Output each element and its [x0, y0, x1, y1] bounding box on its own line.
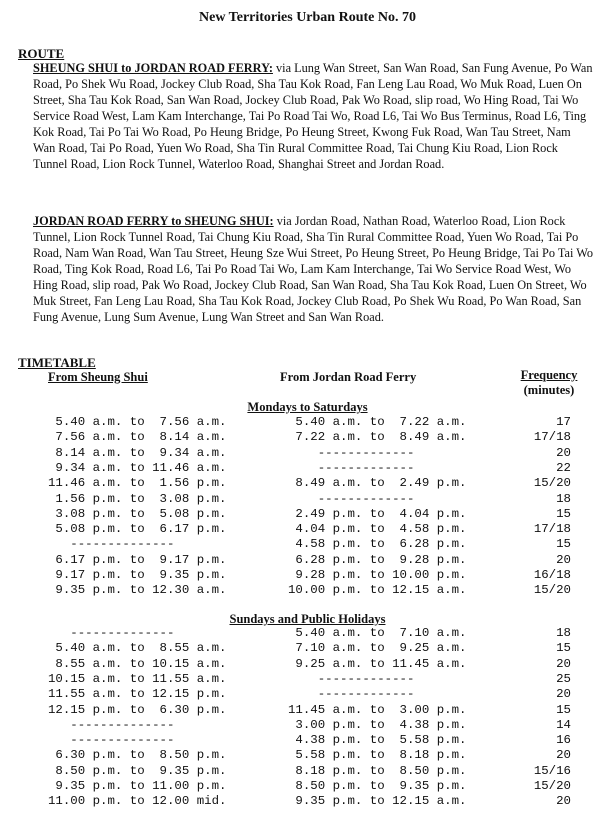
timetable-row	[0, 733, 615, 748]
departure-from-sheung-shui: --------------	[48, 626, 175, 640]
departure-from-sheung-shui: 11.55 a.m. to 12.15 p.m.	[48, 687, 227, 702]
frequency-value: 16	[556, 733, 571, 748]
route-inbound-direction: JORDAN ROAD FERRY to SHEUNG SHUI:	[33, 214, 274, 228]
timetable-row	[0, 430, 615, 445]
weekday-heading: Mondays to Saturdays	[247, 400, 368, 414]
frequency-value: 15/16	[533, 763, 571, 778]
departure-from-jordan-road-ferry: 9.25 a.m. to 11.45 a.m.	[288, 656, 467, 671]
frequency-value: 17	[556, 415, 571, 429]
route-heading: ROUTE	[18, 46, 65, 61]
departure-from-jordan-road-ferry: 10.00 p.m. to 12.15 a.m.	[288, 583, 467, 598]
frequency-value: 20	[556, 552, 571, 567]
timetable-row	[0, 583, 615, 598]
departure-from-sheung-shui: 10.15 a.m. to 11.55 a.m.	[48, 671, 227, 686]
departure-from-jordan-road-ferry: 5.58 p.m. to 8.18 p.m.	[288, 748, 467, 763]
frequency-value: 15/20	[533, 583, 571, 598]
timetable-row	[0, 476, 615, 491]
frequency-value: 22	[556, 460, 571, 475]
departure-from-jordan-road-ferry: 5.40 a.m. to 7.22 a.m.	[288, 415, 467, 429]
column-header-from-jordan-road-ferry: From Jordan Road Ferry	[280, 370, 417, 384]
departure-from-jordan-road-ferry: 3.00 p.m. to 4.38 p.m.	[288, 717, 467, 732]
departure-from-sheung-shui: 9.35 p.m. to 11.00 p.m.	[48, 779, 227, 793]
departure-from-sheung-shui: 12.15 p.m. to 6.30 p.m.	[48, 702, 227, 717]
route-inbound-description: via Jordan Road, Nathan Road, Waterloo Road, Lion Rock Tunnel, Lion Rock Tunnel Road, Tai Chung Kiu Road, Sha Tin Rural Committee Road, Yuen Wo Road, Tai Po Road, Nam Wan Road, Wan Tau Street, Heung Sze Wui Street, Po Heung Street, Po Heung Bridge, Tai Po Tai Wo Road, Ting Kok Road, Road L6, Tai Po Road Tai Wo, Lam Kam Interchange, Tai Wo Service Road West, Wo Hing Road, slip road, Pak Wo Road, Jockey Club Road, San Wan Road, Sha Tau Kok Road, Luen On Street, Wo Muk Street, Fan Leng Lau Road, Sha Tau Kok Road, Jockey Club Road, Po Shek Wu Road, Po Wan Road, San Fung Avenue, Lung Sum Avenue, Lung Wan Street and San Wan Road.	[33, 214, 593, 324]
frequency-value: 15	[556, 641, 571, 656]
timetable-heading: TIMETABLE	[18, 355, 96, 370]
frequency-value: 15	[556, 702, 571, 717]
departure-from-sheung-shui: 8.50 p.m. to 9.35 p.m.	[48, 763, 227, 778]
timetable-row	[0, 657, 615, 672]
frequency-value: 18	[556, 626, 571, 640]
timetable-row	[0, 553, 615, 568]
frequency-value: 14	[556, 717, 571, 732]
timetable-row	[0, 507, 615, 522]
frequency-label: Frequency	[520, 368, 578, 382]
departure-from-jordan-road-ferry: 4.04 p.m. to 4.58 p.m.	[288, 522, 467, 537]
timetable-row	[0, 779, 615, 794]
column-header-frequency	[519, 368, 579, 398]
frequency-value: 15	[556, 537, 571, 552]
timetable-row	[0, 764, 615, 779]
frequency-value: 17/18	[533, 430, 571, 445]
holiday-heading: Sundays and Public Holidays	[229, 612, 386, 626]
timetable-row	[0, 415, 615, 430]
timetable-row	[0, 687, 615, 702]
departure-from-sheung-shui: 5.40 a.m. to 8.55 a.m.	[48, 641, 227, 656]
departure-from-sheung-shui: 8.14 a.m. to 9.34 a.m.	[48, 445, 227, 460]
departure-from-jordan-road-ferry: 6.28 p.m. to 9.28 p.m.	[288, 552, 467, 567]
departure-from-sheung-shui: --------------	[48, 733, 175, 748]
departure-from-sheung-shui: 6.17 p.m. to 9.17 p.m.	[48, 552, 227, 567]
departure-from-jordan-road-ferry: -------------	[288, 671, 415, 686]
departure-from-jordan-road-ferry: 8.50 p.m. to 9.35 p.m.	[288, 779, 467, 793]
frequency-value: 20	[556, 656, 571, 671]
frequency-value: 20	[556, 445, 571, 460]
frequency-value: 15/20	[533, 476, 571, 491]
timetable-row	[0, 446, 615, 461]
departure-from-jordan-road-ferry: 8.18 p.m. to 8.50 p.m.	[288, 763, 467, 778]
departure-from-sheung-shui: --------------	[48, 537, 175, 552]
timetable-row	[0, 537, 615, 552]
departure-from-jordan-road-ferry: 7.10 a.m. to 9.25 a.m.	[288, 641, 467, 656]
timetable-row	[0, 641, 615, 656]
timetable-row	[0, 718, 615, 733]
timetable-row	[0, 703, 615, 718]
route-outbound	[33, 60, 593, 172]
departure-from-jordan-road-ferry: 11.45 a.m. to 3.00 p.m.	[288, 702, 467, 717]
departure-from-sheung-shui: 1.56 p.m. to 3.08 p.m.	[48, 491, 227, 506]
timetable-row	[0, 626, 615, 641]
departure-from-jordan-road-ferry: 4.58 p.m. to 6.28 p.m.	[288, 537, 467, 552]
departure-from-sheung-shui: 5.08 p.m. to 6.17 p.m.	[48, 522, 227, 537]
route-outbound-description: via Lung Wan Street, San Wan Road, San Fung Avenue, Po Wan Road, Po Shek Wu Road, Jockey Club Road, Sha Tau Kok Road, Fan Leng Lau Road, Wo Muk Road, Luen On Street, Sha Tau Kok Road, San Wan Road, Jockey Club Road, Pak Wo Road, slip road, Wo Hing Road, Tai Wo Service Road West, Lam Kam Interchange, Tai Po Road Tai Wo, Road L6, Tai Wo Bus Terminus, Road L6, Ting Kok Road, Tai Po Tai Wo Road, Po Heung Bridge, Po Heung Street, Kwong Fuk Road, Wan Tau Street, Nam Wan Road, Tai Po Road, Yuen Wo Road, Sha Tin Rural Committee Road, Tai Chung Kiu Road, Lion Rock Tunnel Road, Lion Rock Tunnel, Waterloo Road, Shanghai Street and Jordan Road.	[33, 61, 593, 171]
frequency-value: 15/20	[533, 779, 571, 793]
frequency-value: 17/18	[533, 522, 571, 537]
departure-from-jordan-road-ferry: 9.28 p.m. to 10.00 p.m.	[288, 568, 467, 582]
departure-from-sheung-shui: 11.00 p.m. to 12.00 mid.	[48, 794, 227, 809]
frequency-value: 20	[556, 794, 571, 809]
departure-from-sheung-shui: 7.56 a.m. to 8.14 a.m.	[48, 430, 227, 445]
departure-from-sheung-shui: 5.40 a.m. to 7.56 a.m.	[48, 415, 227, 429]
departure-from-jordan-road-ferry: -------------	[288, 445, 415, 460]
frequency-value: 20	[556, 687, 571, 702]
departure-from-sheung-shui: 9.35 p.m. to 12.30 a.m.	[48, 583, 227, 598]
page-title: New Territories Urban Route No. 70	[199, 10, 416, 25]
timetable-row	[0, 492, 615, 507]
departure-from-jordan-road-ferry: 8.49 a.m. to 2.49 p.m.	[288, 476, 467, 491]
frequency-unit: (minutes)	[523, 383, 575, 397]
departure-from-jordan-road-ferry: -------------	[288, 687, 415, 702]
departure-from-jordan-road-ferry: -------------	[288, 460, 415, 475]
column-header-from-sheung-shui: From Sheung Shui	[48, 370, 148, 384]
timetable-row	[0, 461, 615, 476]
timetable-row	[0, 522, 615, 537]
departure-from-sheung-shui: 9.17 p.m. to 9.35 p.m.	[48, 568, 227, 582]
departure-from-sheung-shui: 6.30 p.m. to 8.50 p.m.	[48, 748, 227, 763]
departure-from-sheung-shui: 9.34 a.m. to 11.46 a.m.	[48, 460, 227, 475]
departure-from-jordan-road-ferry: 2.49 p.m. to 4.04 p.m.	[288, 506, 467, 521]
frequency-value: 16/18	[533, 568, 571, 582]
timetable-row	[0, 748, 615, 763]
departure-from-jordan-road-ferry: 9.35 p.m. to 12.15 a.m.	[288, 794, 467, 809]
departure-from-jordan-road-ferry: 5.40 a.m. to 7.10 a.m.	[288, 626, 467, 640]
departure-from-sheung-shui: --------------	[48, 717, 175, 732]
departure-from-sheung-shui: 11.46 a.m. to 1.56 p.m.	[48, 476, 227, 491]
route-outbound-direction: SHEUNG SHUI to JORDAN ROAD FERRY:	[33, 61, 273, 75]
timetable-row	[0, 672, 615, 687]
frequency-value: 18	[556, 491, 571, 506]
frequency-value: 15	[556, 506, 571, 521]
timetable-row	[0, 568, 615, 583]
frequency-value: 20	[556, 748, 571, 763]
route-inbound	[33, 213, 593, 325]
departure-from-jordan-road-ferry: 7.22 a.m. to 8.49 a.m.	[288, 430, 467, 445]
departure-from-sheung-shui: 3.08 p.m. to 5.08 p.m.	[48, 506, 227, 521]
timetable-row	[0, 794, 615, 809]
departure-from-jordan-road-ferry: -------------	[288, 491, 415, 506]
departure-from-sheung-shui: 8.55 a.m. to 10.15 a.m.	[48, 656, 227, 671]
frequency-value: 25	[556, 671, 571, 686]
departure-from-jordan-road-ferry: 4.38 p.m. to 5.58 p.m.	[288, 733, 467, 748]
